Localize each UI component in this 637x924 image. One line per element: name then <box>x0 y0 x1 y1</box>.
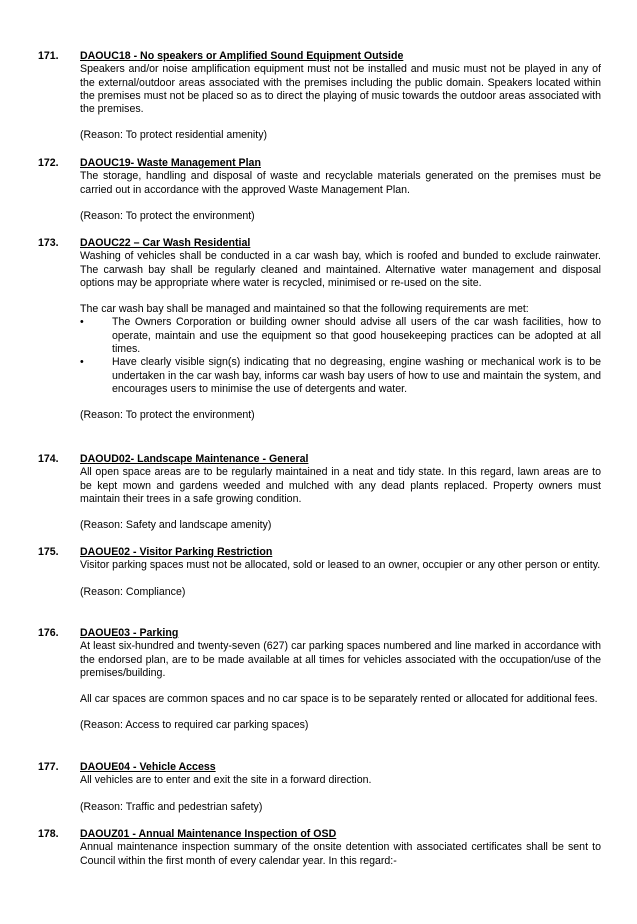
condition-177 <box>38 761 603 814</box>
condition-number: 171. <box>38 50 59 62</box>
condition-171 <box>38 50 603 143</box>
condition-number: 178. <box>38 828 59 840</box>
condition-reason: (Reason: Compliance) <box>80 585 186 598</box>
condition-175 <box>38 546 603 599</box>
condition-heading: DAOUC19- Waste Management Plan <box>80 157 261 169</box>
condition-paragraph: All car spaces are common spaces and no car space is to be separately rented or allocated for additional fees. <box>80 693 598 706</box>
list-item <box>80 316 601 356</box>
condition-paragraph: At least six-hundred and twenty-seven (627) car parking spaces numbered and line marked in accordance with the endorsed plan, are to be made available at all times for vehicles associated with the occupation/use of the premises/building. <box>80 640 601 679</box>
condition-172 <box>38 157 603 223</box>
condition-paragraph: All vehicles are to enter and exit the site in a forward direction. <box>80 774 372 787</box>
list-item <box>80 356 601 396</box>
condition-paragraph: The storage, handling and disposal of waste and recyclable materials generated on the premises must be carried out in accordance with the approved Waste Management Plan. <box>80 170 601 196</box>
condition-paragraph: Speakers and/or noise amplification equipment must not be installed and music must not be played in any of the external/outdoor areas associated with the premises including the public domain. Speakers located within the premises must not be placed so as to direct the playing of music towards the outdoor areas associated with the premises. <box>80 63 601 116</box>
condition-reason: (Reason: To protect the environment) <box>80 409 255 422</box>
condition-heading: DAOUC18 - No speakers or Amplified Sound Equipment Outside <box>80 50 404 62</box>
condition-paragraph: Washing of vehicles shall be conducted in a car wash bay, which is roofed and bunded to exclude rainwater. The carwash bay shall be regularly cleaned and maintained. Alternative water management and disposal options may be appropriate where water is recycled, minimised or re-used on the site. <box>80 250 601 289</box>
bullet-icon: • <box>80 356 84 369</box>
condition-reason: (Reason: To protect residential amenity) <box>80 129 268 142</box>
condition-178 <box>38 828 603 868</box>
condition-heading: DAOUE02 - Visitor Parking Restriction <box>80 546 273 558</box>
condition-174 <box>38 453 603 532</box>
condition-paragraph: Annual maintenance inspection summary of the onsite detention with associated certificates shall be sent to Council within the first month of every calendar year. In this regard:- <box>80 841 601 867</box>
condition-reason: (Reason: Traffic and pedestrian safety) <box>80 800 263 813</box>
requirements-list <box>80 316 601 396</box>
condition-paragraph: All open space areas are to be regularly maintained in a neat and tidy state. In this regard, lawn areas are to be kept mown and gardens weeded and mulched with any dead plants replaced. Property owners must maintain their trees in a safe growing condition. <box>80 466 601 505</box>
condition-heading: DAOUE03 - Parking <box>80 627 179 639</box>
condition-reason: (Reason: To protect the environment) <box>80 209 255 222</box>
condition-heading: DAOUD02- Landscape Maintenance - General <box>80 453 309 465</box>
condition-heading: DAOUE04 - Vehicle Access <box>80 761 216 773</box>
bullet-icon: • <box>80 316 84 329</box>
condition-heading: DAOUC22 – Car Wash Residential <box>80 237 251 249</box>
condition-176 <box>38 627 603 733</box>
condition-heading: DAOUZ01 - Annual Maintenance Inspection of OSD <box>80 828 337 840</box>
condition-number: 174. <box>38 453 59 465</box>
condition-number: 176. <box>38 627 59 639</box>
condition-paragraph: The car wash bay shall be managed and maintained so that the following requirements are met: <box>80 303 529 316</box>
condition-number: 175. <box>38 546 59 558</box>
list-item-text: Have clearly visible sign(s) indicating that no degreasing, engine washing or mechanical work is to be undertaken in the car wash bay, informs car wash bay users of how to use and maintain the system, and encourages users to minimise the use of detergents and water. <box>112 356 601 395</box>
condition-reason: (Reason: Access to required car parking spaces) <box>80 719 309 732</box>
condition-reason: (Reason: Safety and landscape amenity) <box>80 519 272 532</box>
condition-173 <box>38 237 603 423</box>
list-item-text: The Owners Corporation or building owner should advise all users of the car wash facilities, how to operate, maintain and use the equipment so that good housekeeping practices can be adopted at all times. <box>112 316 601 356</box>
condition-paragraph: Visitor parking spaces must not be allocated, sold or leased to an owner, occupier or any other person or entity. <box>80 559 601 572</box>
condition-number: 173. <box>38 237 59 249</box>
condition-number: 172. <box>38 157 59 169</box>
condition-number: 177. <box>38 761 59 773</box>
